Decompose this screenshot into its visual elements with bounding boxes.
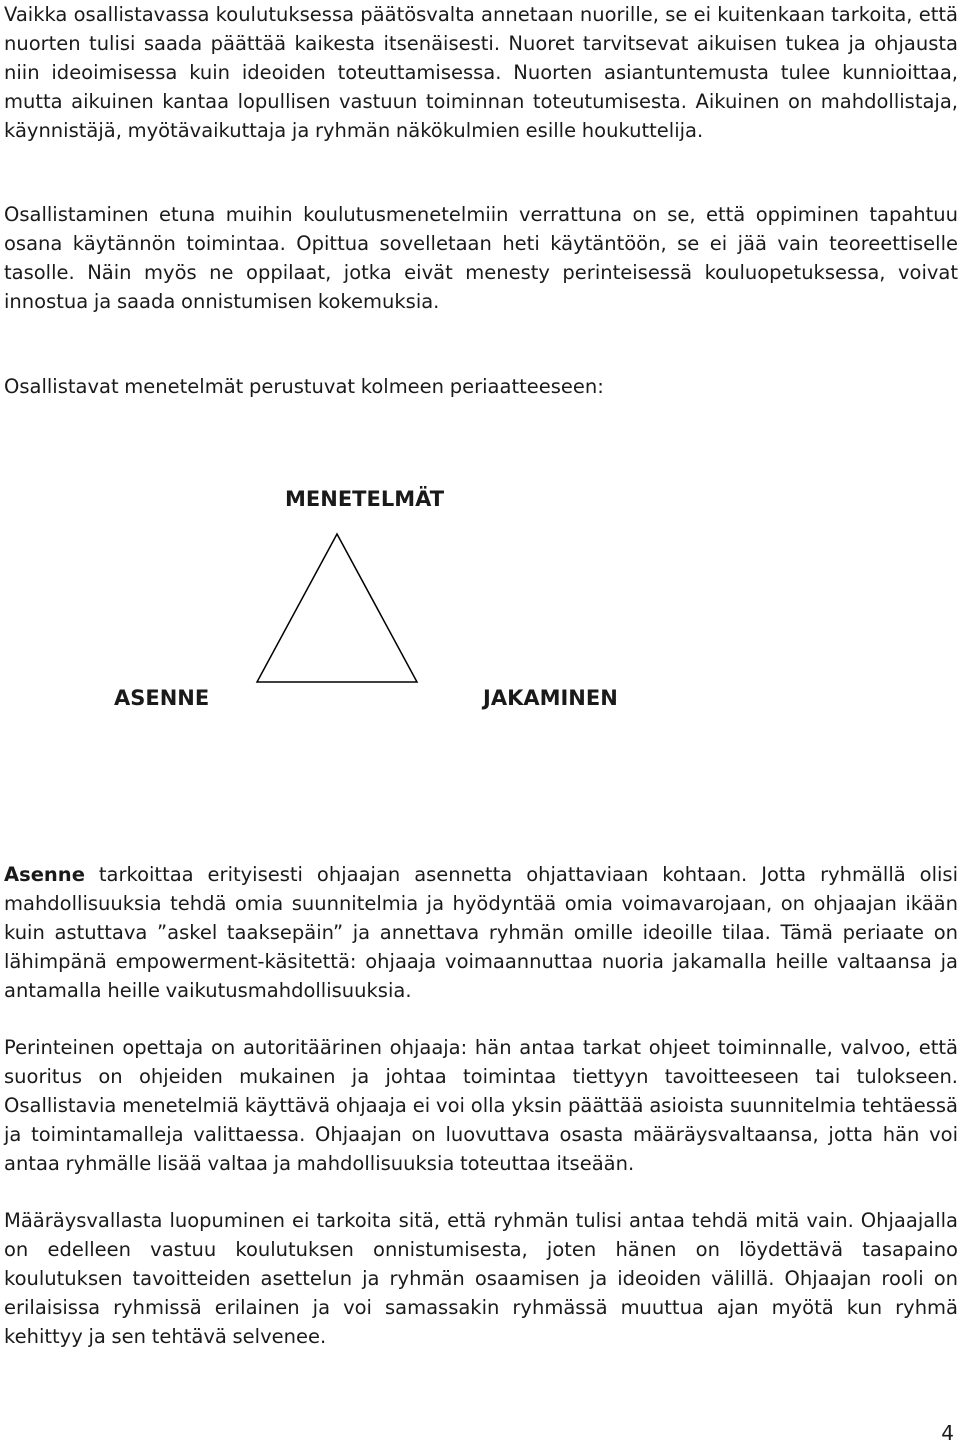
intro-paragraph: Vaikka osallistavassa koulutuksessa päätösvalta annetaan nuorille, se ei kuitenkaan tarkoita, että nuorten tulisi saada päättää kaikesta itsenäisesti. Nuoret tarvitsevat aikuisen tukea ja ohjausta niin ideoimisessa kuin ideoiden toteuttamisessa. Nuorten asiantuntemusta tulee kunnioittaa, mutta aikuinen kantaa lopullisen vastuun toiminnan toteutumisesta. Aikuinen on mahdollistaja, käynnistäjä, myötävaikuttaja ja ryhmän näkökulmien esille houkuttelija. (4, 3, 958, 142)
principles-intro: Osallistavat menetelmät perustuvat kolmeen periaatteeseen: (4, 375, 604, 398)
triangle-shape (257, 534, 417, 682)
attitude-term: Asenne (4, 863, 85, 886)
diagram-label-asenne: ASENNE (114, 686, 210, 710)
page-number: 4 (941, 1421, 954, 1445)
diagram-label-jakaminen: JAKAMINEN (483, 686, 618, 710)
attitude-paragraph (4, 860, 958, 1005)
diagram-label-menetelmat: MENETELMÄT (285, 487, 445, 511)
teacher-paragraph: Perinteinen opettaja on autoritäärinen ohjaaja: hän antaa tarkat ohjeet toiminnalle, valvoo, että suoritus on ohjeiden mukainen ja johtaa toimintaa tiettyyn tavoitteeseen tai tulokseen. Osallistavia menetelmiä käyttävä ohjaaja ei voi olla yksin päättää asioista suunnitelmia tehtäessä ja toimintamalleja valittaessa. Ohjaajan on luovuttava osasta määräysvaltaansa, jotta hän voi antaa ryhmälle lisää valtaa ja mahdollisuuksia toteuttaa itseään. (4, 1036, 958, 1175)
authority-paragraph: Määräysvallasta luopuminen ei tarkoita sitä, että ryhmän tulisi antaa tehdä mitä vain. Ohjaajalla on edelleen vastuu koulutuksen onnistumisesta, joten hänen on löydettävä tasapaino koulutuksen tavoitteiden asettelun ja ryhmän osaamisen ja ideoiden välillä. Ohjaajan rooli on erilaisissa ryhmissä erilainen ja voi samassakin ryhmässä muuttua ajan myötä kun ryhmä kehittyy ja sen tehtävä selvenee. (4, 1209, 958, 1348)
attitude-text: tarkoittaa erityisesti ohjaajan asennetta ohjattaviaan kohtaan. Jotta ryhmällä olisi mahdollisuuksia tehdä omia suunnitelmia ja hyödyntää omia voimavarojaan, on ohjaajan ikään kuin astuttava ”askel taaksepäin” ja annettava ryhmän omille ideoille tilaa. Tämä periaate on lähimpänä empowerment-käsitettä: ohjaaja voimaannuttaa nuoria jakamalla heille valtaansa ja antamalla heille vaikutusmahdollisuuksia. (4, 863, 958, 1002)
advantage-paragraph: Osallistaminen etuna muihin koulutusmenetelmiin verrattuna on se, että oppiminen tapahtuu osana käytännön toimintaa. Opittua sovelletaan heti käytäntöön, se ei jää vain teoreettiselle tasolle. Näin myös ne oppilaat, jotka eivät menesty perinteisessä kouluopetuksessa, voivat innostua ja saada onnistumisen kokemuksia. (4, 203, 958, 313)
